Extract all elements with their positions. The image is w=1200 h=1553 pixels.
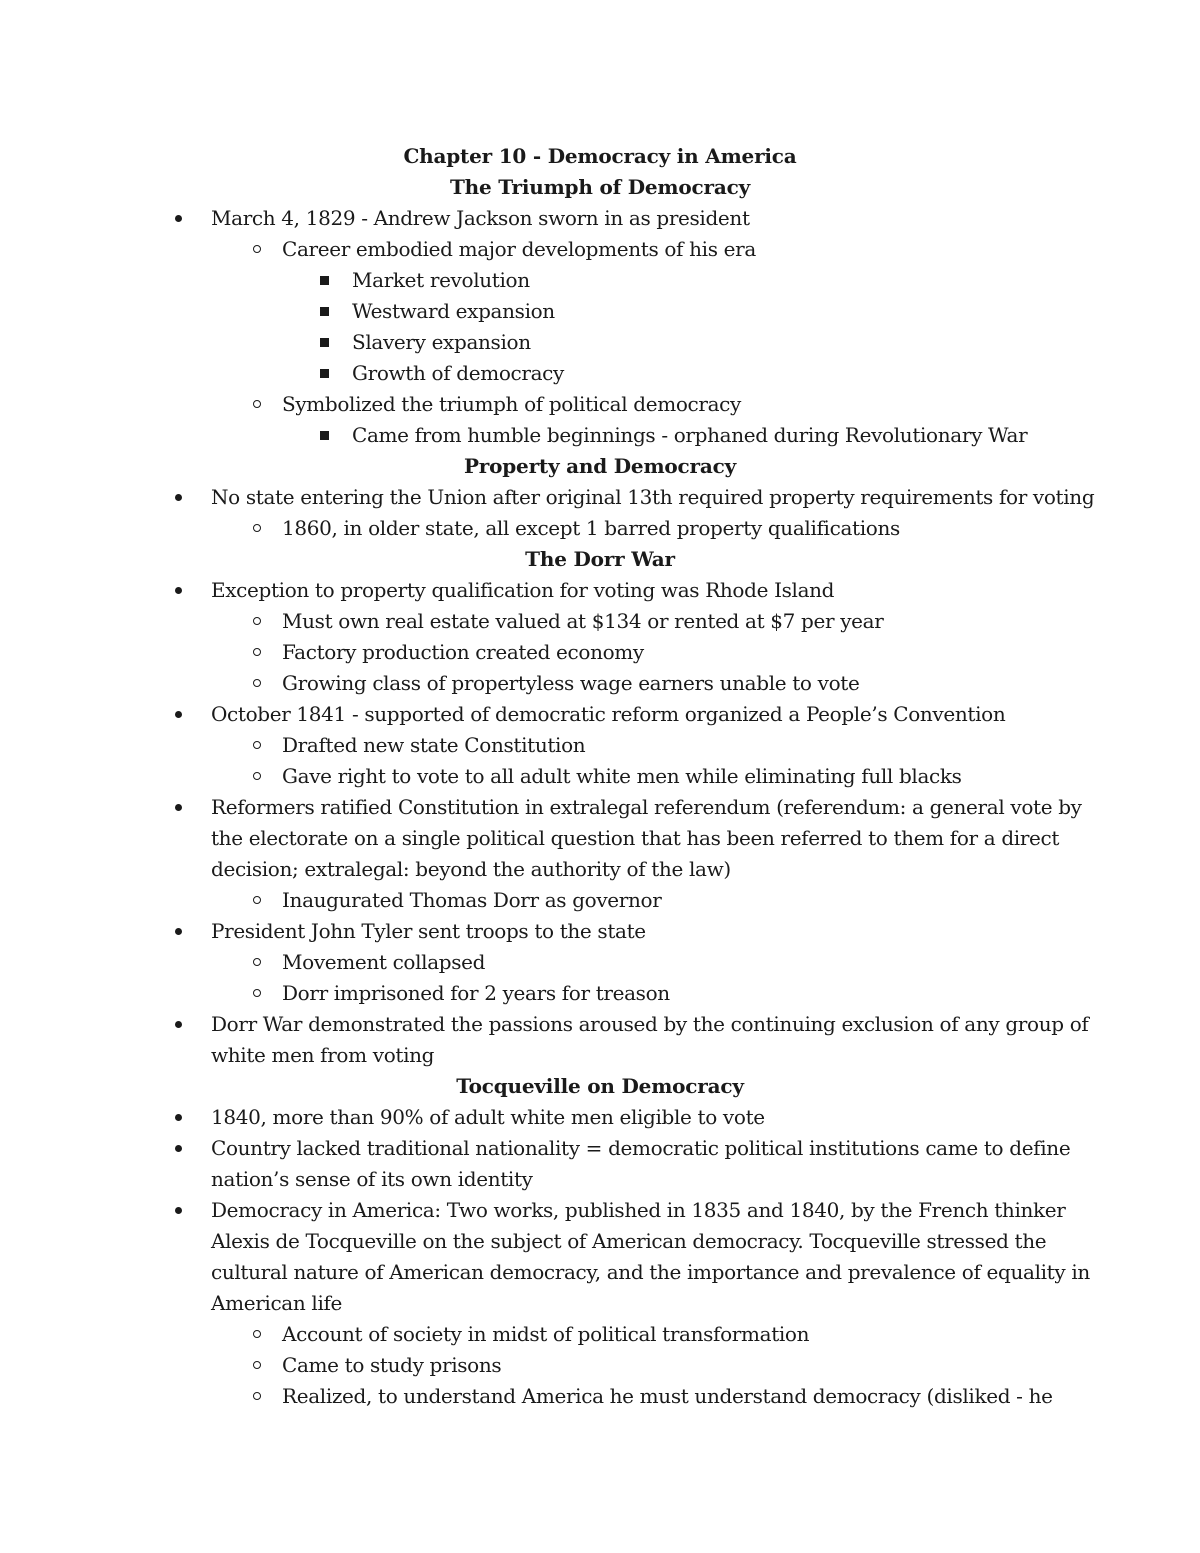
hollow-bullet-icon: [247, 761, 267, 792]
list-item: Drafted new state Constitution: [0, 730, 1200, 761]
square-bullet-icon: [314, 327, 334, 358]
square-bullet-icon: [314, 296, 334, 327]
list-item-continuation: cultural nature of American democracy, and the importance and prevalence of equality in: [211, 1260, 1090, 1284]
document-page: [0, 141, 1200, 1412]
list-item-continuation: American life: [211, 1291, 343, 1315]
list-item: 1840, more than 90% of adult white men eligible to vote: [0, 1102, 1200, 1133]
square-bullet-icon: [314, 358, 334, 389]
list-item: October 1841 - supported of democratic reform organized a People’s Convention: [0, 699, 1200, 730]
section-heading: The Dorr War: [525, 547, 675, 571]
list-item: Inaugurated Thomas Dorr as governor: [0, 885, 1200, 916]
list-item: President John Tyler sent troops to the state: [0, 916, 1200, 947]
hollow-bullet-icon: [247, 1381, 267, 1412]
filled-bullet-icon: [168, 203, 188, 234]
list-item: Dorr imprisoned for 2 years for treason: [0, 978, 1200, 1009]
hollow-bullet-icon: [247, 1319, 267, 1350]
list-item: Growth of democracy: [0, 358, 1200, 389]
section-heading: Property and Democracy: [463, 454, 737, 478]
section-heading: The Triumph of Democracy: [449, 175, 750, 199]
filled-bullet-icon: [168, 482, 188, 513]
list-item: Symbolized the triumph of political democracy: [0, 389, 1200, 420]
list-item: Gave right to vote to all adult white men while eliminating full blacks: [0, 761, 1200, 792]
section-heading: Tocqueville on Democracy: [456, 1074, 744, 1098]
list-item: Career embodied major developments of his era: [0, 234, 1200, 265]
list-item: Came from humble beginnings - orphaned during Revolutionary War: [0, 420, 1200, 451]
list-item: Slavery expansion: [0, 327, 1200, 358]
list-item: No state entering the Union after original 13th required property requirements for voting: [0, 482, 1200, 513]
list-item: Movement collapsed: [0, 947, 1200, 978]
filled-bullet-icon: [168, 1009, 188, 1040]
list-item: Country lacked traditional nationality = democratic political institutions came to define: [0, 1133, 1200, 1164]
square-bullet-icon: [314, 420, 334, 451]
list-item: March 4, 1829 - Andrew Jackson sworn in as president: [0, 203, 1200, 234]
hollow-bullet-icon: [247, 730, 267, 761]
list-item: Factory production created economy: [0, 637, 1200, 668]
document-title: Chapter 10 - Democracy in America: [403, 144, 797, 168]
list-item-continuation: the electorate on a single political question that has been referred to them for a direct: [211, 826, 1060, 850]
list-item: Reformers ratified Constitution in extralegal referendum (referendum: a general vote by: [0, 792, 1200, 823]
filled-bullet-icon: [168, 1133, 188, 1164]
list-item: Must own real estate valued at $134 or rented at $7 per year: [0, 606, 1200, 637]
list-item: Exception to property qualification for voting was Rhode Island: [0, 575, 1200, 606]
filled-bullet-icon: [168, 1102, 188, 1133]
hollow-bullet-icon: [247, 513, 267, 544]
hollow-bullet-icon: [247, 668, 267, 699]
hollow-bullet-icon: [247, 978, 267, 1009]
hollow-bullet-icon: [247, 947, 267, 978]
filled-bullet-icon: [168, 1195, 188, 1226]
hollow-bullet-icon: [247, 637, 267, 668]
hollow-bullet-icon: [247, 1350, 267, 1381]
filled-bullet-icon: [168, 699, 188, 730]
hollow-bullet-icon: [247, 606, 267, 637]
hollow-bullet-icon: [247, 234, 267, 265]
square-bullet-icon: [314, 265, 334, 296]
list-item: Came to study prisons: [0, 1350, 1200, 1381]
list-item: Westward expansion: [0, 296, 1200, 327]
list-item: Market revolution: [0, 265, 1200, 296]
list-item-continuation: Alexis de Tocqueville on the subject of American democracy. Tocqueville stressed the: [211, 1229, 1047, 1253]
list-item: Democracy in America: Two works, published in 1835 and 1840, by the French thinker: [0, 1195, 1200, 1226]
filled-bullet-icon: [168, 575, 188, 606]
list-item-continuation: nation’s sense of its own identity: [211, 1167, 533, 1191]
list-item: Growing class of propertyless wage earners unable to vote: [0, 668, 1200, 699]
list-item: Account of society in midst of political transformation: [0, 1319, 1200, 1350]
list-item: 1860, in older state, all except 1 barred property qualifications: [0, 513, 1200, 544]
hollow-bullet-icon: [247, 885, 267, 916]
list-item-continuation: white men from voting: [211, 1043, 435, 1067]
list-item: Realized, to understand America he must understand democracy (disliked - he: [0, 1381, 1200, 1412]
filled-bullet-icon: [168, 916, 188, 947]
list-item-continuation: decision; extralegal: beyond the authority of the law): [211, 857, 731, 881]
hollow-bullet-icon: [247, 389, 267, 420]
list-item: Dorr War demonstrated the passions aroused by the continuing exclusion of any group of: [0, 1009, 1200, 1040]
filled-bullet-icon: [168, 792, 188, 823]
